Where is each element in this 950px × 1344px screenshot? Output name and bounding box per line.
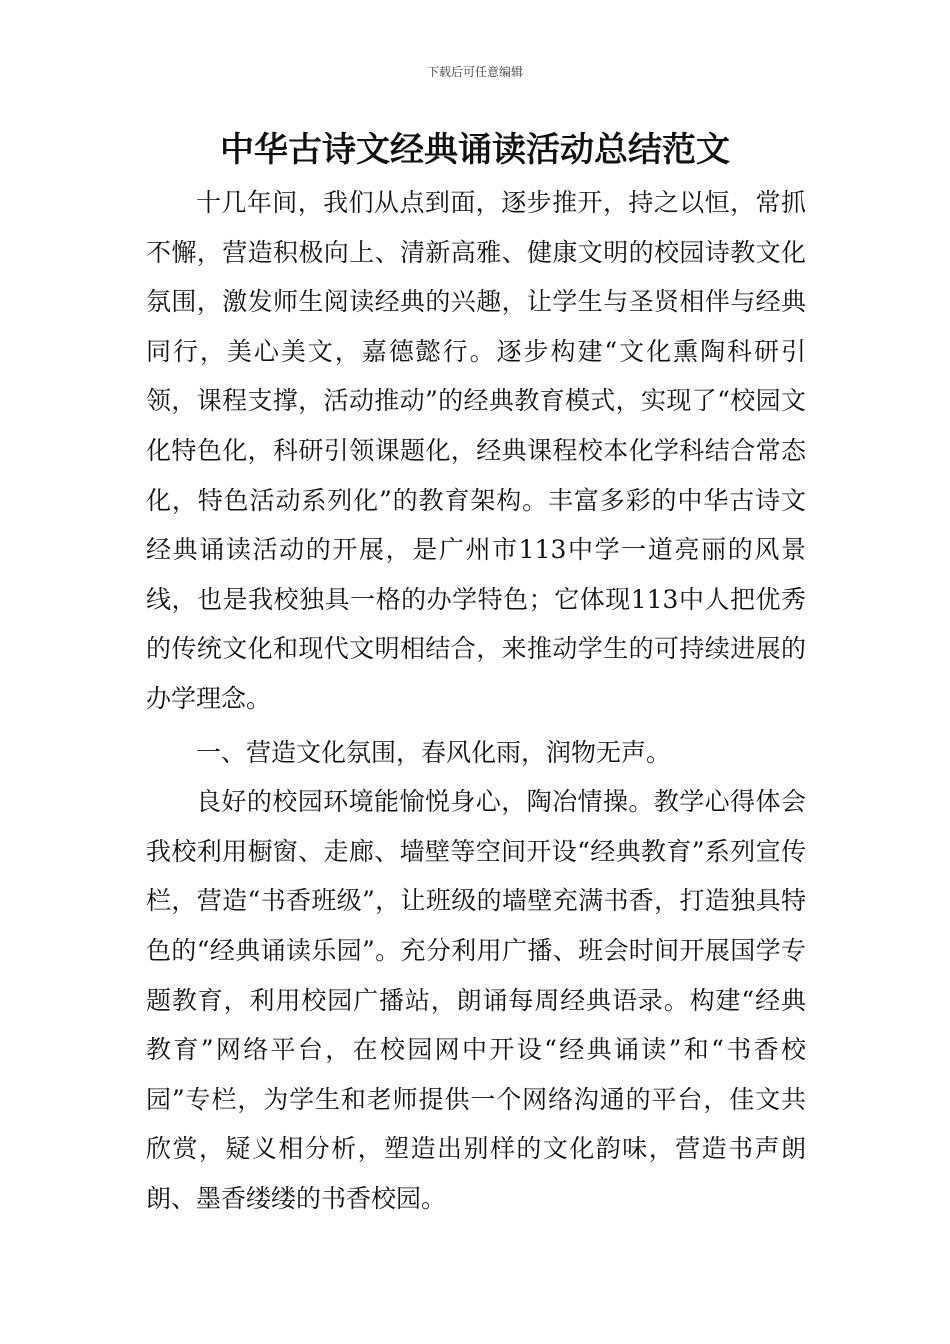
document-title: 中华古诗文经典诵读活动总结范文 [220,130,730,170]
header-note: 下载后可任意编辑 [426,65,523,79]
document-body [146,178,806,1223]
paragraph-intro: 十几年间，我们从点到面，逐步推开，持之以恒，常抓不懈，营造积极向上、清新高雅、健康文明的校园诗教文化氛围，激发师生阅读经典的兴趣，让学生与圣贤相伴与经典同行，美心美文，嘉德懿行。逐步构建“文化熏陶科研引领，课程支撑，活动推动”的经典教育模式，实现了“校园文化特色化，科研引领课题化，经典课程校本化学科结合常态化，特色活动系列化”的教育架构。丰富多彩的中华古诗文经典诵读活动的开展，是广州市113中学一道亮丽的风景线，也是我校独具一格的办学特色；它体现113中人把优秀的传统文化和现代文明相结合，来推动学生的可持续进展的办学理念。 [146,188,806,713]
paragraph-section-1: 良好的校园环境能愉悦身心，陶冶情操。教学心得体会我校利用橱窗、走廊、墙壁等空间开设“经典教育”系列宣传栏，营造“书香班级”，让班级的墙壁充满书香，打造独具特色的“经典诵读乐园”。充分利用广播、班会时间开展国学专题教育，利用校园广播站，朗诵每周经典语录。构建“经典教育”网络平台，在校园网中开设“经典诵读”和“书香校园”专栏，为学生和老师提供一个网络沟通的平台，佳文共欣赏，疑义相分析，塑造出别样的文化韵味，营造书声朗朗、墨香缕缕的书香校园。 [146,787,807,1213]
section-heading: 一、营造文化氛围，春风化雨，润物无声。 [196,737,672,767]
